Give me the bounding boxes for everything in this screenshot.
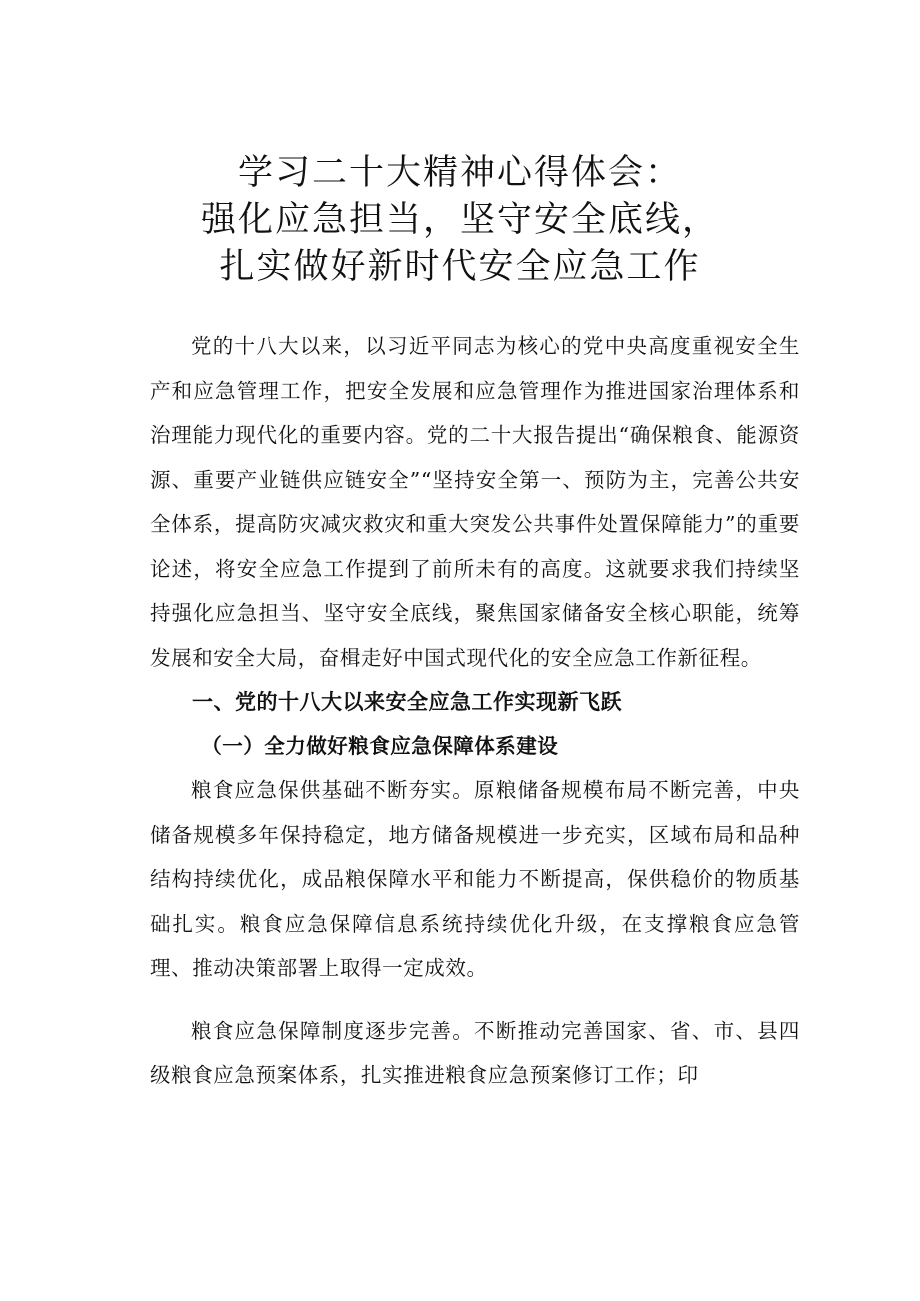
document-body <box>150 324 800 1098</box>
document-title <box>0 150 920 291</box>
section-heading-1: 一、党的十八大以来安全应急工作实现新飞跃 <box>192 690 622 714</box>
intro-paragraph: 党的十八大以来，以习近平同志为核心的党中央高度重视安全生产和应急管理工作，把安全发展和应急管理作为推进国家治理体系和治理能力现代化的重要内容。党的二十大报告提出“确保粮食、能源资源、重要产业链供应链安全”“坚持安全第一、预防为主，完善公共安全体系，提高防灾减灾救灾和重大突发公共事件处置保障能力”的重要论述，将安全应急工作提到了前所未有的高度。这就要求我们持续坚持强化应急担当、坚守安全底线，聚焦国家储备安全核心职能，统筹发展和安全大局，奋楫走好中国式现代化的安全应急工作新征程。 <box>150 334 800 670</box>
body-paragraph-3: 粮食应急保障制度逐步完善。不断推动完善国家、省、市、县四级粮食应急预案体系，扎实推进粮食应急预案修订工作；印 <box>150 1018 800 1087</box>
title-line-2: 强化应急担当，坚守安全底线， <box>200 200 719 240</box>
title-line-1: 学习二十大精神心得体会： <box>237 153 682 193</box>
body-paragraph-2: 粮食应急保供基础不断夯实。原粮储备规模布局不断完善，中央储备规模多年保持稳定，地方储备规模进一步充实，区域布局和品种结构持续优化，成品粮保障水平和能力不断提高，保供稳价的物质基础扎实。粮食应急保障信息系统持续优化升级，在支撑粮食应急管理、推动决策部署上取得一定成效。 <box>150 778 800 980</box>
subsection-heading-1: （一）全力做好粮食应急保障体系建设 <box>201 734 559 758</box>
title-line-3: 扎实做好新时代安全应急工作 <box>219 247 701 287</box>
